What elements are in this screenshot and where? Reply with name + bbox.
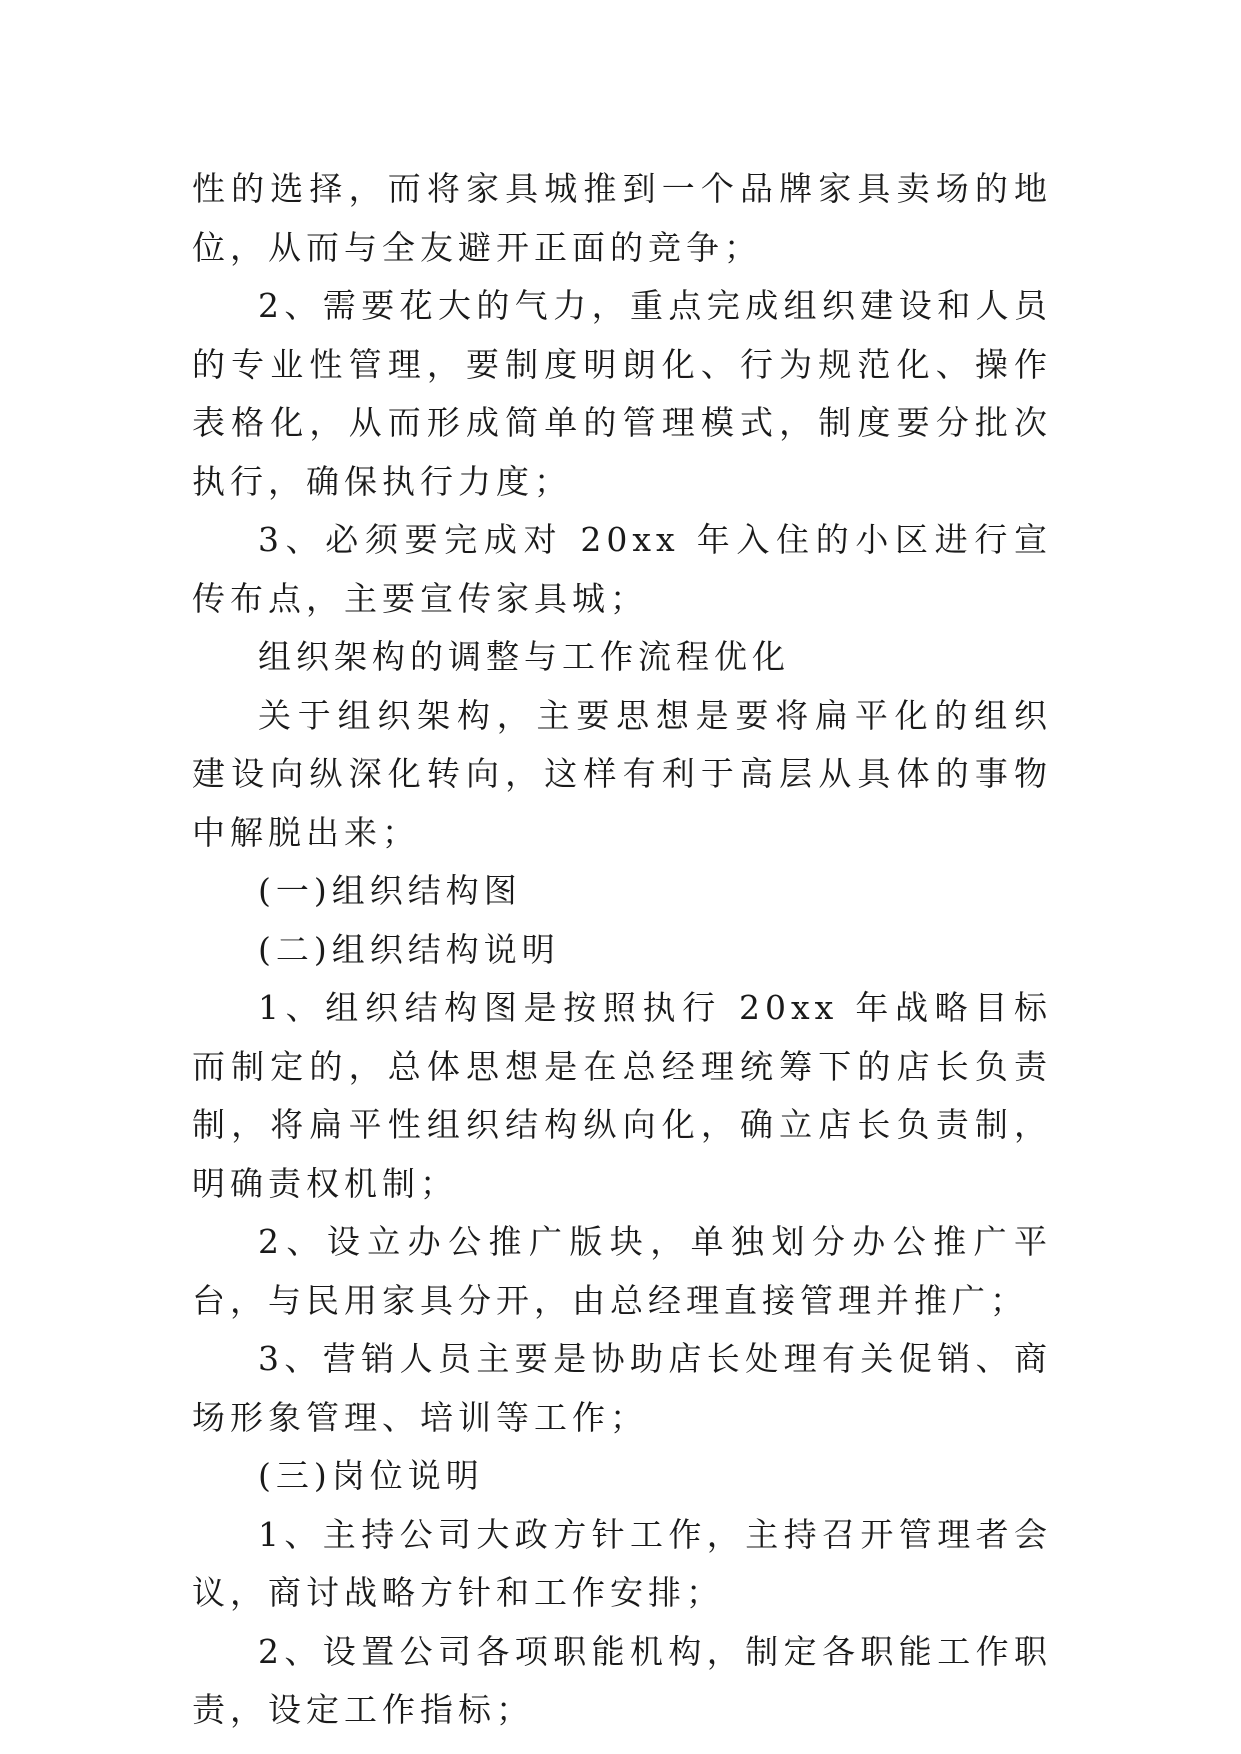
paragraph-structure-1: 1、组织结构图是按照执行 20xx 年战略目标而制定的，总体思想是在总经理统筹下的店长负责制，将扁平性组织结构纵向化，确立店长负责制，明确责权机制； xyxy=(192,988,1052,1203)
subheading-1: (一)组织结构图 xyxy=(258,871,522,910)
paragraph-structure-3: 3、营销人员主要是协助店长处理有关促销、商场形象管理、培训等工作； xyxy=(192,1339,1052,1437)
section-heading: 组织架构的调整与工作流程优化 xyxy=(258,637,790,676)
subheading-3: (三)岗位说明 xyxy=(258,1456,484,1495)
document-body xyxy=(192,160,1052,1740)
paragraph-continuation: 性的选择，而将家具城推到一个品牌家具卖场的地位，从而与全友避开正面的竞争； xyxy=(192,169,1052,267)
paragraph-role-2: 2、设置公司各项职能机构，制定各职能工作职责，设定工作指标； xyxy=(192,1631,1052,1729)
paragraph-item-2: 2、需要花大的气力，重点完成组织建设和人员的专业性管理，要制度明朗化、行为规范化、操作表格化，从而形成简单的管理模式，制度要分批次执行，确保执行力度； xyxy=(192,286,1052,501)
paragraph-intro: 关于组织架构，主要思想是要将扁平化的组织建设向纵深化转向，这样有利于高层从具体的事物中解脱出来； xyxy=(192,695,1052,852)
paragraph-role-1: 1、主持公司大政方针工作，主持召开管理者会议，商讨战略方针和工作安排； xyxy=(192,1514,1052,1612)
subheading-2: (二)组织结构说明 xyxy=(258,929,560,969)
paragraph-structure-2: 2、设立办公推广版块，单独划分办公推广平台，与民用家具分开，由总经理直接管理并推广； xyxy=(192,1222,1052,1320)
paragraph-item-3: 3、必须要完成对 20xx 年入住的小区进行宣传布点，主要宣传家具城； xyxy=(192,520,1052,618)
